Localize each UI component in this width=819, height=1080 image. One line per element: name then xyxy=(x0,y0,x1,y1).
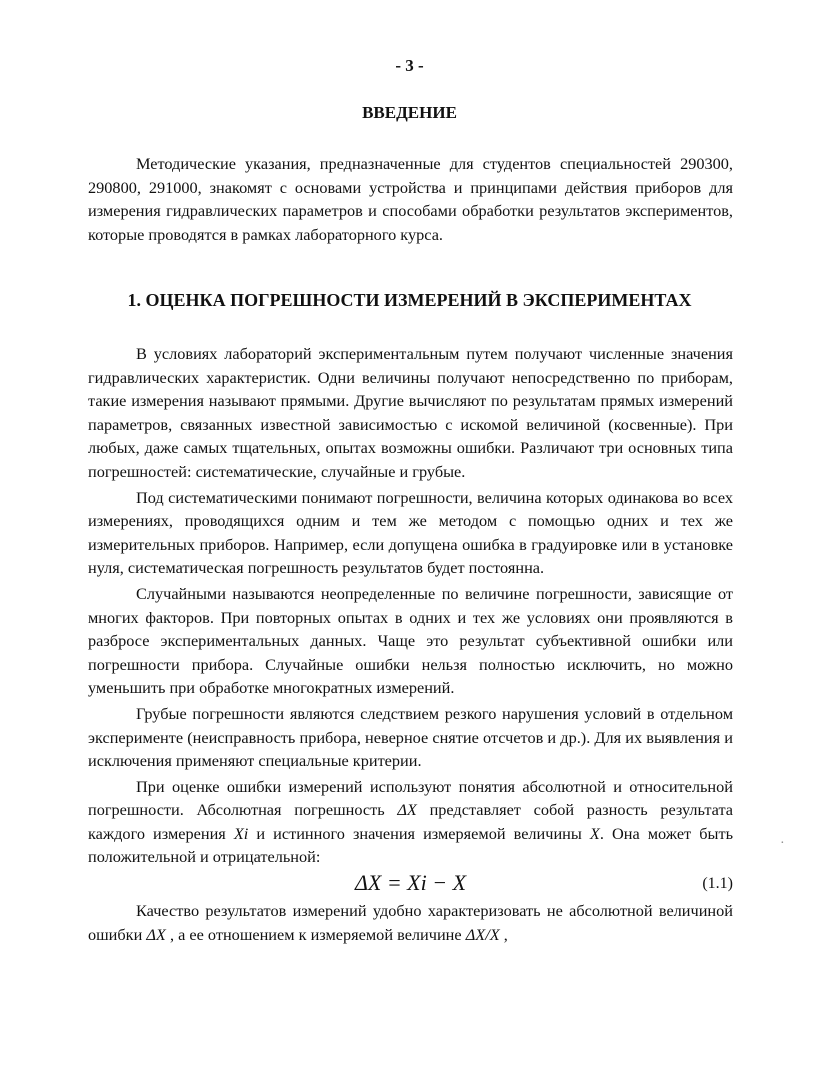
paragraph-2: Под систематическими понимают погрешности, величина которых одинакова во всех измерениях, проводящихся одним и тем же методом с помощью одних и тех же измерительных приборов. Например, если допущена ошибка в градуировке или в установке нуля, систематическая погрешность результатов будет постоянна. xyxy=(88,487,733,578)
paragraph-5-text-a: При оценке ошибки измерений используют понятия абсолютной и относительной погрешности. Абсолютная погрешность xyxy=(88,776,733,820)
formula-number: (1.1) xyxy=(702,875,733,893)
paragraph-5-text-b: представляет собой разность результата каждого измерения xyxy=(88,800,733,843)
paragraph-3: Случайными называются неопределенные по величине погрешности, зависящие от многих факторов. При повторных опытах в одних и тех же условиях они проявляются в разбросе экспериментальных данных. Чаще это результат субъективной ошибки или погрешности прибора. Случайные ошибки нельзя полностью исключить, но можно уменьшить при обработке многократных измерений. xyxy=(88,583,733,698)
margin-mark: · xyxy=(780,836,785,851)
xi-symbol: Xi xyxy=(233,823,249,843)
paragraph-6-text-c: , xyxy=(499,924,508,944)
delta-x-symbol-2: ΔX xyxy=(146,924,166,944)
paragraph-5 xyxy=(88,775,733,869)
intro-paragraph: Методические указания, предназначенные для студентов специальностей 290300, 290800, 291000, знакомят с основами устройства и принципами действия приборов для измерения гидравлических параметров и способами обработки результатов экспериментов, которые проводятся в рамках лабораторного курса. xyxy=(88,154,733,244)
paragraph-1: В условиях лабораторий экспериментальным путем получают численные значения гидравлических характеристик. Одни величины получают непосредственно по приборам, такие измерения называют прямыми. Другие вычисляют по результатам прямых измерений параметров, связанных известной зависимостью с искомой величиной (косвенные). При любых, даже самых тщательных, опытах возможны ошибки. Различают три основных типа погрешностей: систематические, случайные и грубые. xyxy=(88,344,733,481)
paragraph-5-text-d: . Она может быть положительной и отрицательной: xyxy=(88,823,733,867)
delta-x-symbol: ΔX xyxy=(397,800,417,820)
section-text xyxy=(88,342,733,946)
formula-row xyxy=(88,869,733,899)
page-number: - 3 - xyxy=(395,56,424,75)
intro-text xyxy=(88,152,733,246)
intro-heading: ВВЕДЕНИЕ xyxy=(362,103,457,122)
x-symbol: X xyxy=(589,823,600,843)
section-heading: 1. ОЦЕНКА ПОГРЕШНОСТИ ИЗМЕРЕНИЙ В ЭКСПЕРИМЕНТАХ xyxy=(127,290,692,310)
relative-error-symbol: ΔX/X xyxy=(465,924,500,944)
paragraph-4: Грубые погрешности являются следствием резкого нарушения условий в отдельном эксперименте (неисправность прибора, неверное снятие отсчетов и др.). Для их выявления и исключения применяют специальные критерии. xyxy=(88,703,733,771)
paragraph-6 xyxy=(88,899,733,946)
formula: ΔX = Xi − X xyxy=(354,870,467,896)
paragraph-5-text-c: и истинного значения измеряемой величины xyxy=(248,823,590,843)
paragraph-6-text-a: Качество результатов измерений удобно характеризовать не абсолютной величиной ошибки xyxy=(88,901,733,944)
paragraph-6-text-b: , а ее отношением к измеряемой величине xyxy=(165,924,466,944)
